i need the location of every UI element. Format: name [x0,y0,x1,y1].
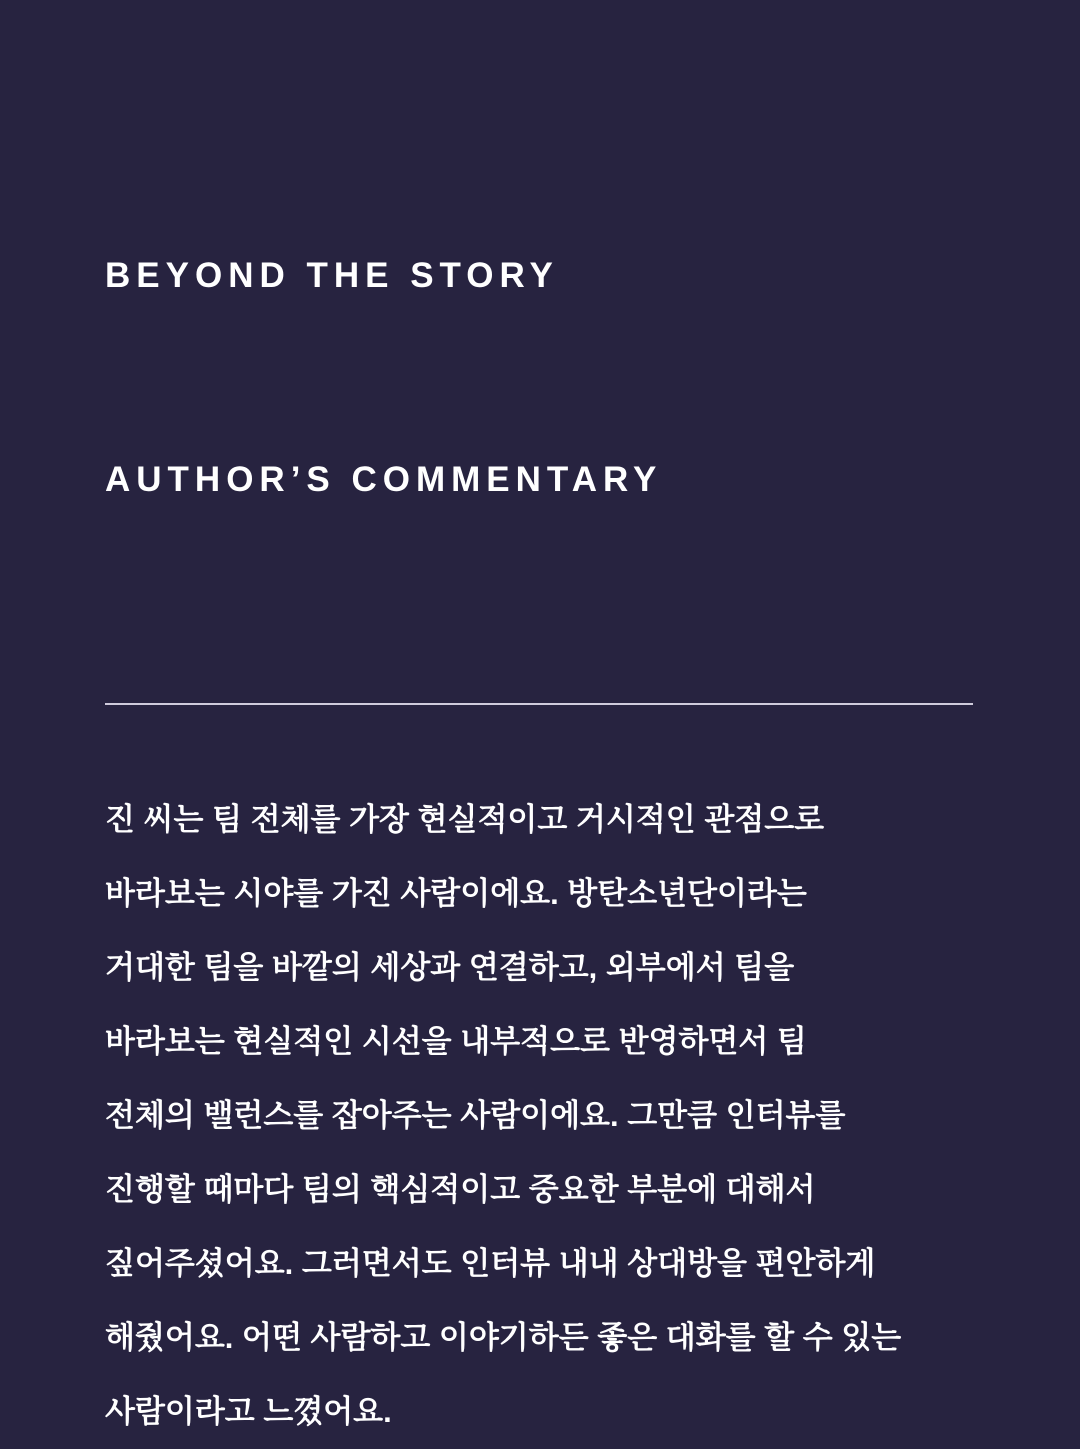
commentary-body [105,783,985,1449]
body-line: 바라보는 현실적인 시선을 내부적으로 반영하면서 팀 [105,1024,807,1059]
body-line: 진행할 때마다 팀의 핵심적이고 중요한 부분에 대해서 [105,1172,816,1207]
body-line: 전체의 밸런스를 잡아주는 사람이에요. 그만큼 인터뷰를 [105,1098,846,1133]
body-line: 진 씨는 팀 전체를 가장 현실적이고 거시적인 관점으로 [105,802,825,837]
body-line: 거대한 팀을 바깥의 세상과 연결하고, 외부에서 팀을 [105,950,795,985]
body-line: 해줬어요. 어떤 사람하고 이야기하든 좋은 대화를 할 수 있는 [105,1320,902,1355]
page-title [105,105,975,651]
body-line: 사람이라고 느꼈어요. [105,1394,392,1429]
page-title-line-1: BEYOND THE STORY [105,255,559,295]
page-title-line-2: AUTHOR’S COMMENTARY [105,460,663,500]
title-divider [105,703,973,705]
body-line: 짚어주셨어요. 그러면서도 인터뷰 내내 상대방을 편안하게 [105,1246,876,1281]
body-line: 바라보는 시야를 가진 사람이에요. 방탄소년단이라는 [105,876,807,911]
